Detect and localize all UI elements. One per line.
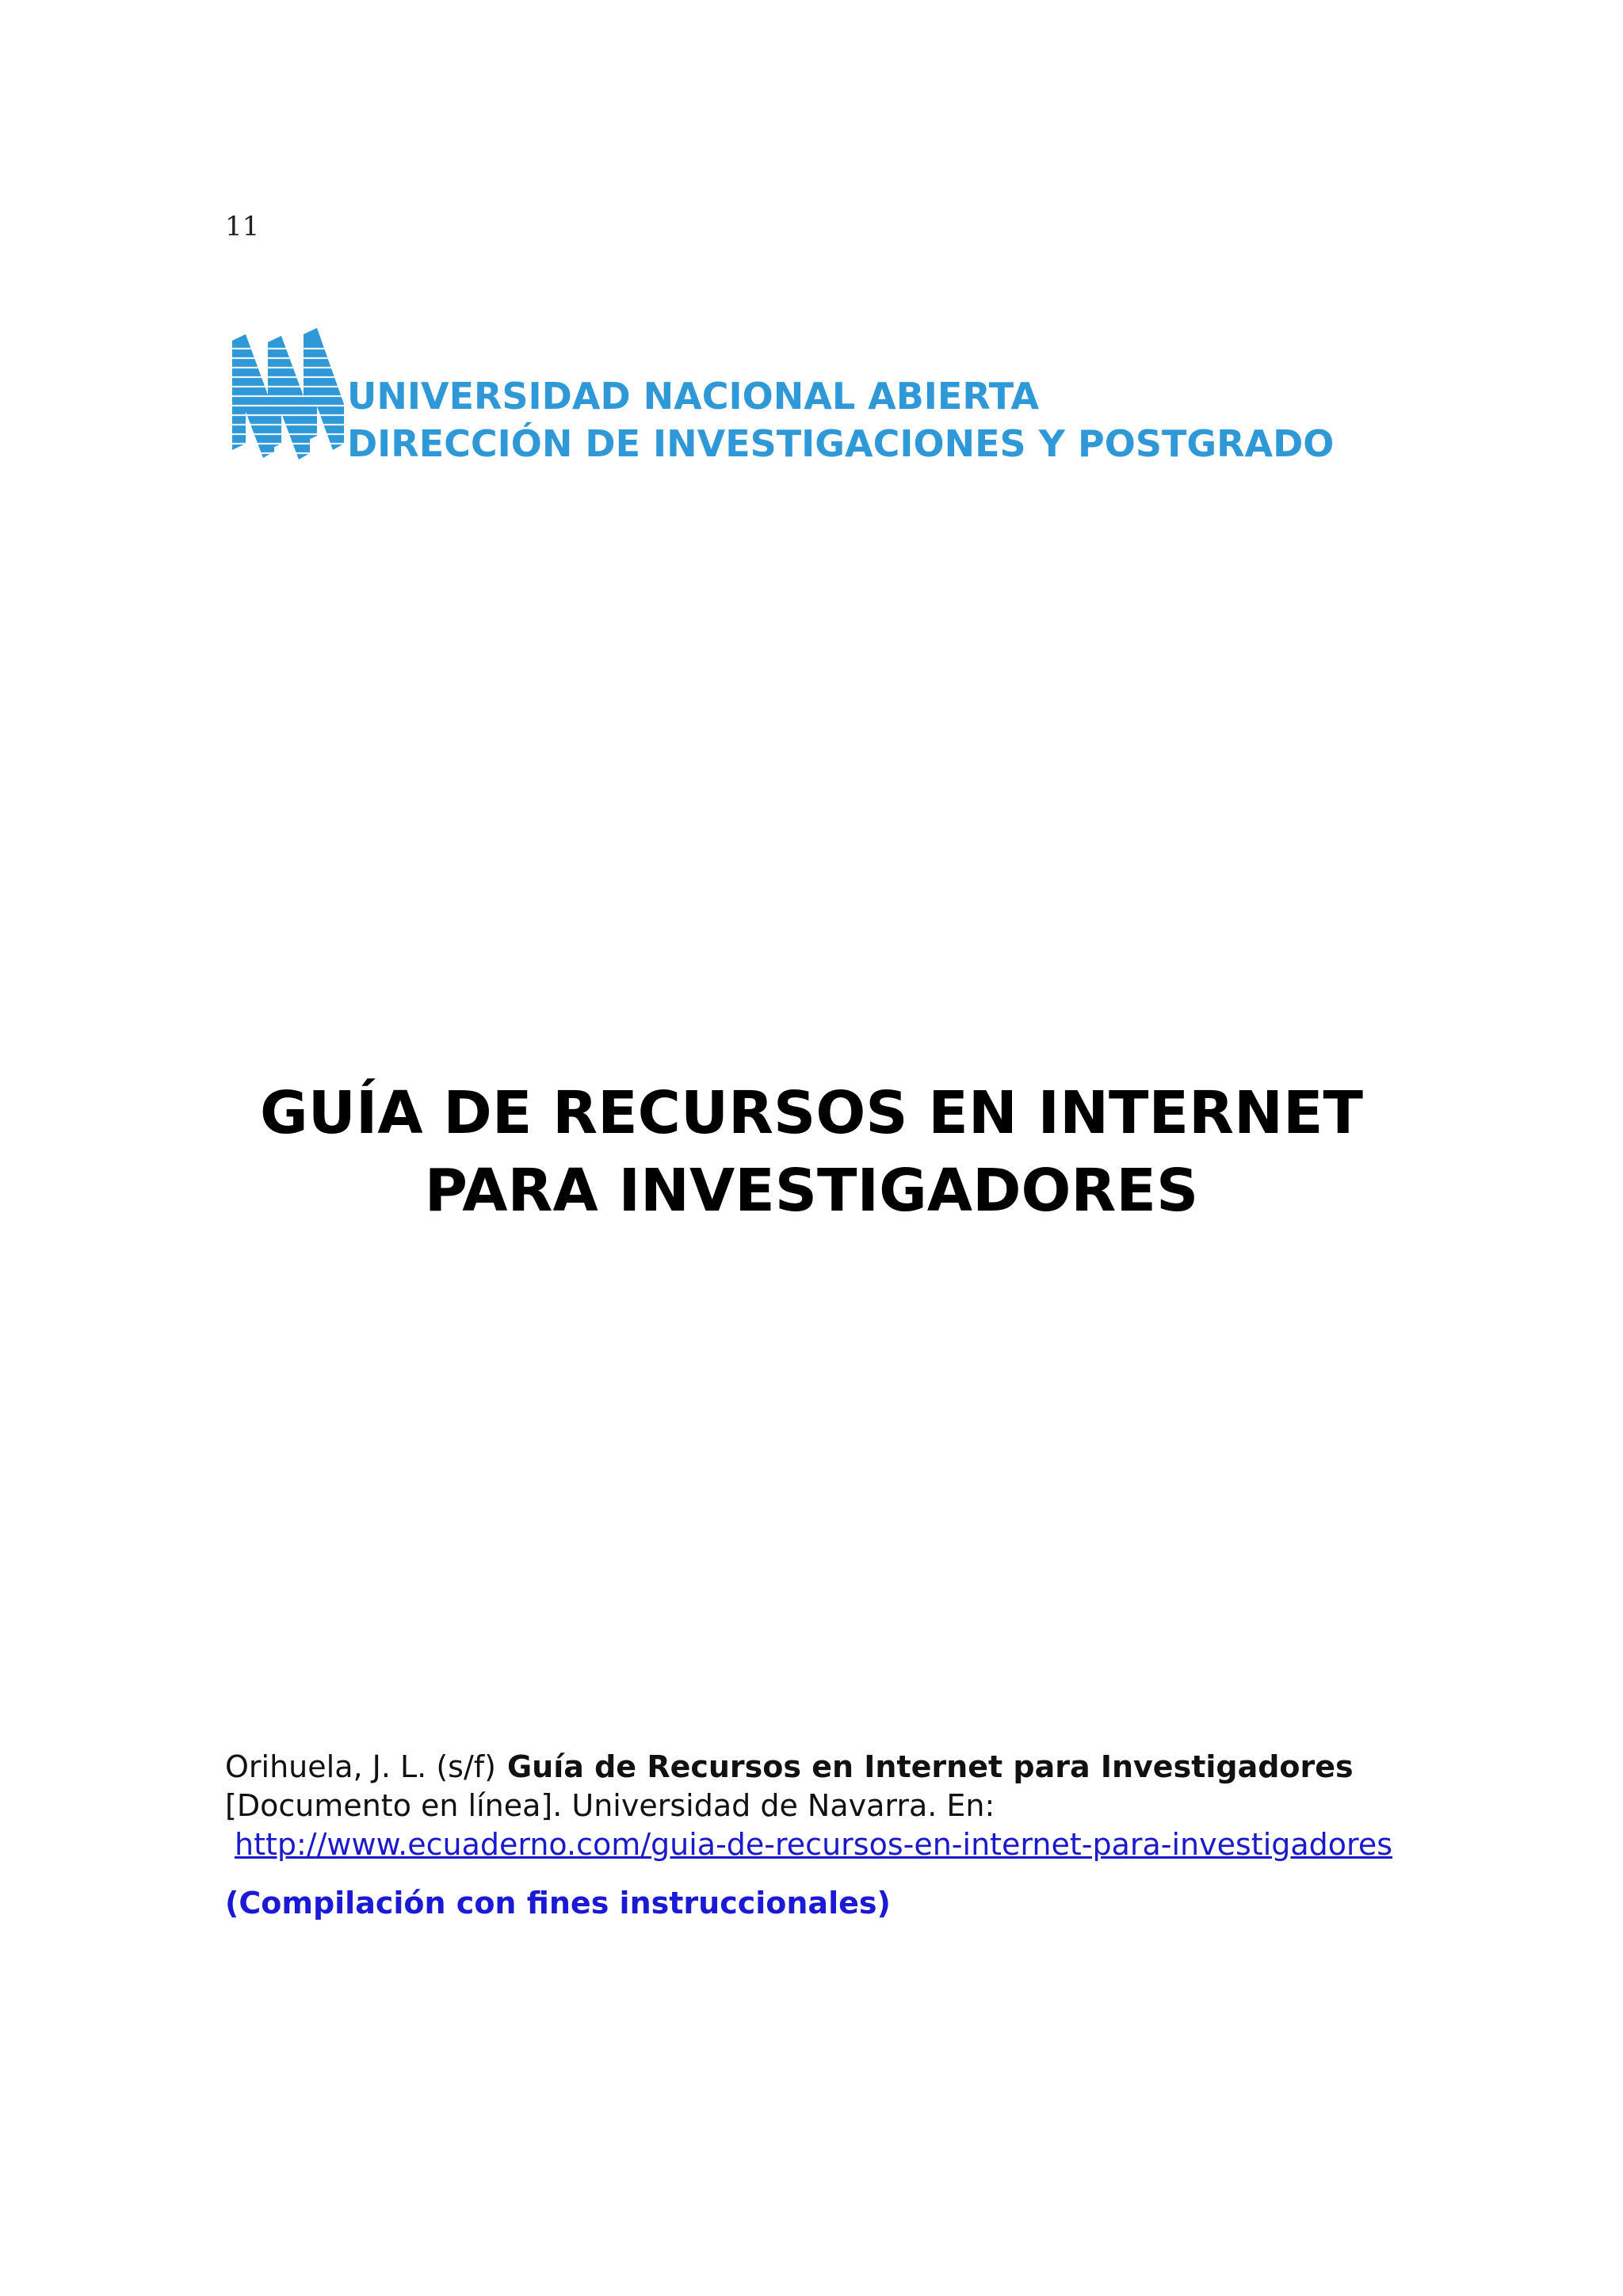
page-number: 11 [225, 211, 260, 242]
citation-url-link[interactable]: http://www.ecuaderno.com/guia-de-recursos-en-internet-para-investigadores [235, 1827, 1392, 1862]
university-header [228, 325, 1338, 467]
directorate-name-line: DIRECCIÓN DE INVESTIGACIONES Y POSTGRADO [347, 422, 1335, 465]
citation-details: [Documento en línea]. Universidad de Navarra. En: [225, 1788, 995, 1823]
document-title [0, 1074, 1623, 1230]
una-wave-logo-icon [228, 325, 347, 467]
citation-author: Orihuela, J. L. (s/f) [225, 1749, 496, 1784]
title-line-1: GUÍA DE RECURSOS EN INTERNET [260, 1079, 1363, 1147]
title-line-2: PARA INVESTIGADORES [424, 1157, 1199, 1225]
citation [225, 1748, 1414, 1864]
compilation-note: (Compilación con fines instruccionales) [225, 1886, 891, 1920]
university-name-line: UNIVERSIDAD NACIONAL ABIERTA [347, 375, 1040, 418]
citation-work-title: Guía de Recursos en Internet para Investigadores [506, 1749, 1354, 1784]
university-name [347, 372, 1334, 467]
citation-first-line [225, 1748, 1414, 1787]
